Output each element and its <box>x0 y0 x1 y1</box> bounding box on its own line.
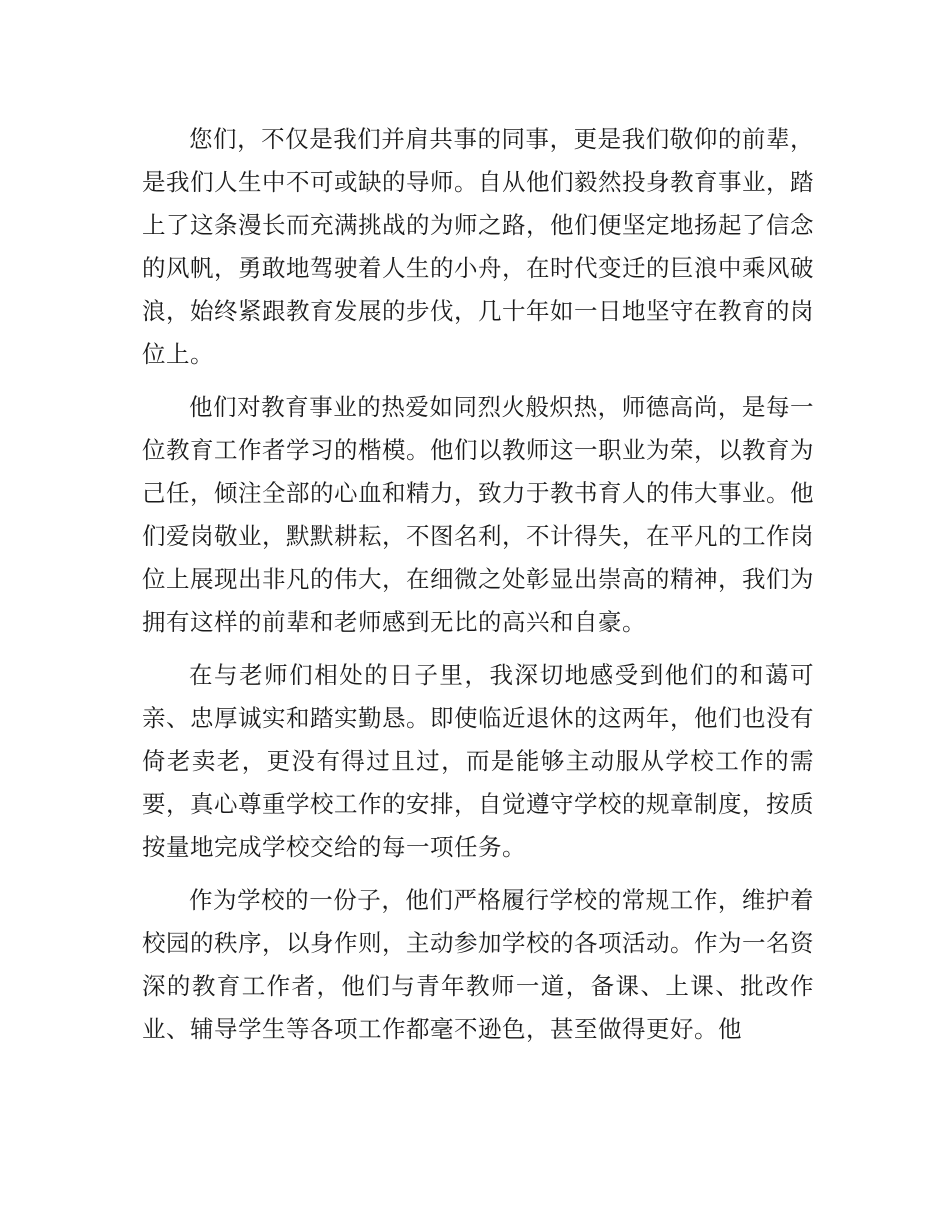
document-body <box>142 118 814 1061</box>
paragraph-4: 作为学校的一份子，他们严格履行学校的常规工作，维护着校园的秩序，以身作则，主动参加学校的各项活动。作为一名资深的教育工作者，他们与青年教师一道，备课、上课、批改作业、辅导学生等各项工作都毫不逊色，甚至做得更好。他 <box>142 886 814 1043</box>
paragraph-2: 他们对教育事业的热爱如同烈火般炽热，师德高尚，是每一位教育工作者学习的楷模。他们以教师这一职业为荣，以教育为己任，倾注全部的心血和精力，致力于教书育人的伟大事业。他们爱岗敬业，默默耕耘，不图名利，不计得失，在平凡的工作岗位上展现出非凡的伟大，在细微之处彰显出崇高的精神，我们为拥有这样的前辈和老师感到无比的高兴和自豪。 <box>142 393 814 636</box>
paragraph-3: 在与老师们相处的日子里，我深切地感受到他们的和蔼可亲、忠厚诚实和踏实勤恳。即使临近退休的这两年，他们也没有倚老卖老，更没有得过且过，而是能够主动服从学校工作的需要，真心尊重学校工作的安排，自觉遵守学校的规章制度，按质按量地完成学校交给的每一项任务。 <box>142 661 814 861</box>
paragraph-1: 您们，不仅是我们并肩共事的同事，更是我们敬仰的前辈，是我们人生中不可或缺的导师。自从他们毅然投身教育事业，踏上了这条漫长而充满挑战的为师之路，他们便坚定地扬起了信念的风帆，勇敢地驾驶着人生的小舟，在时代变迁的巨浪中乘风破浪，始终紧跟教育发展的步伐，几十年如一日地坚守在教育的岗位上。 <box>142 125 814 368</box>
